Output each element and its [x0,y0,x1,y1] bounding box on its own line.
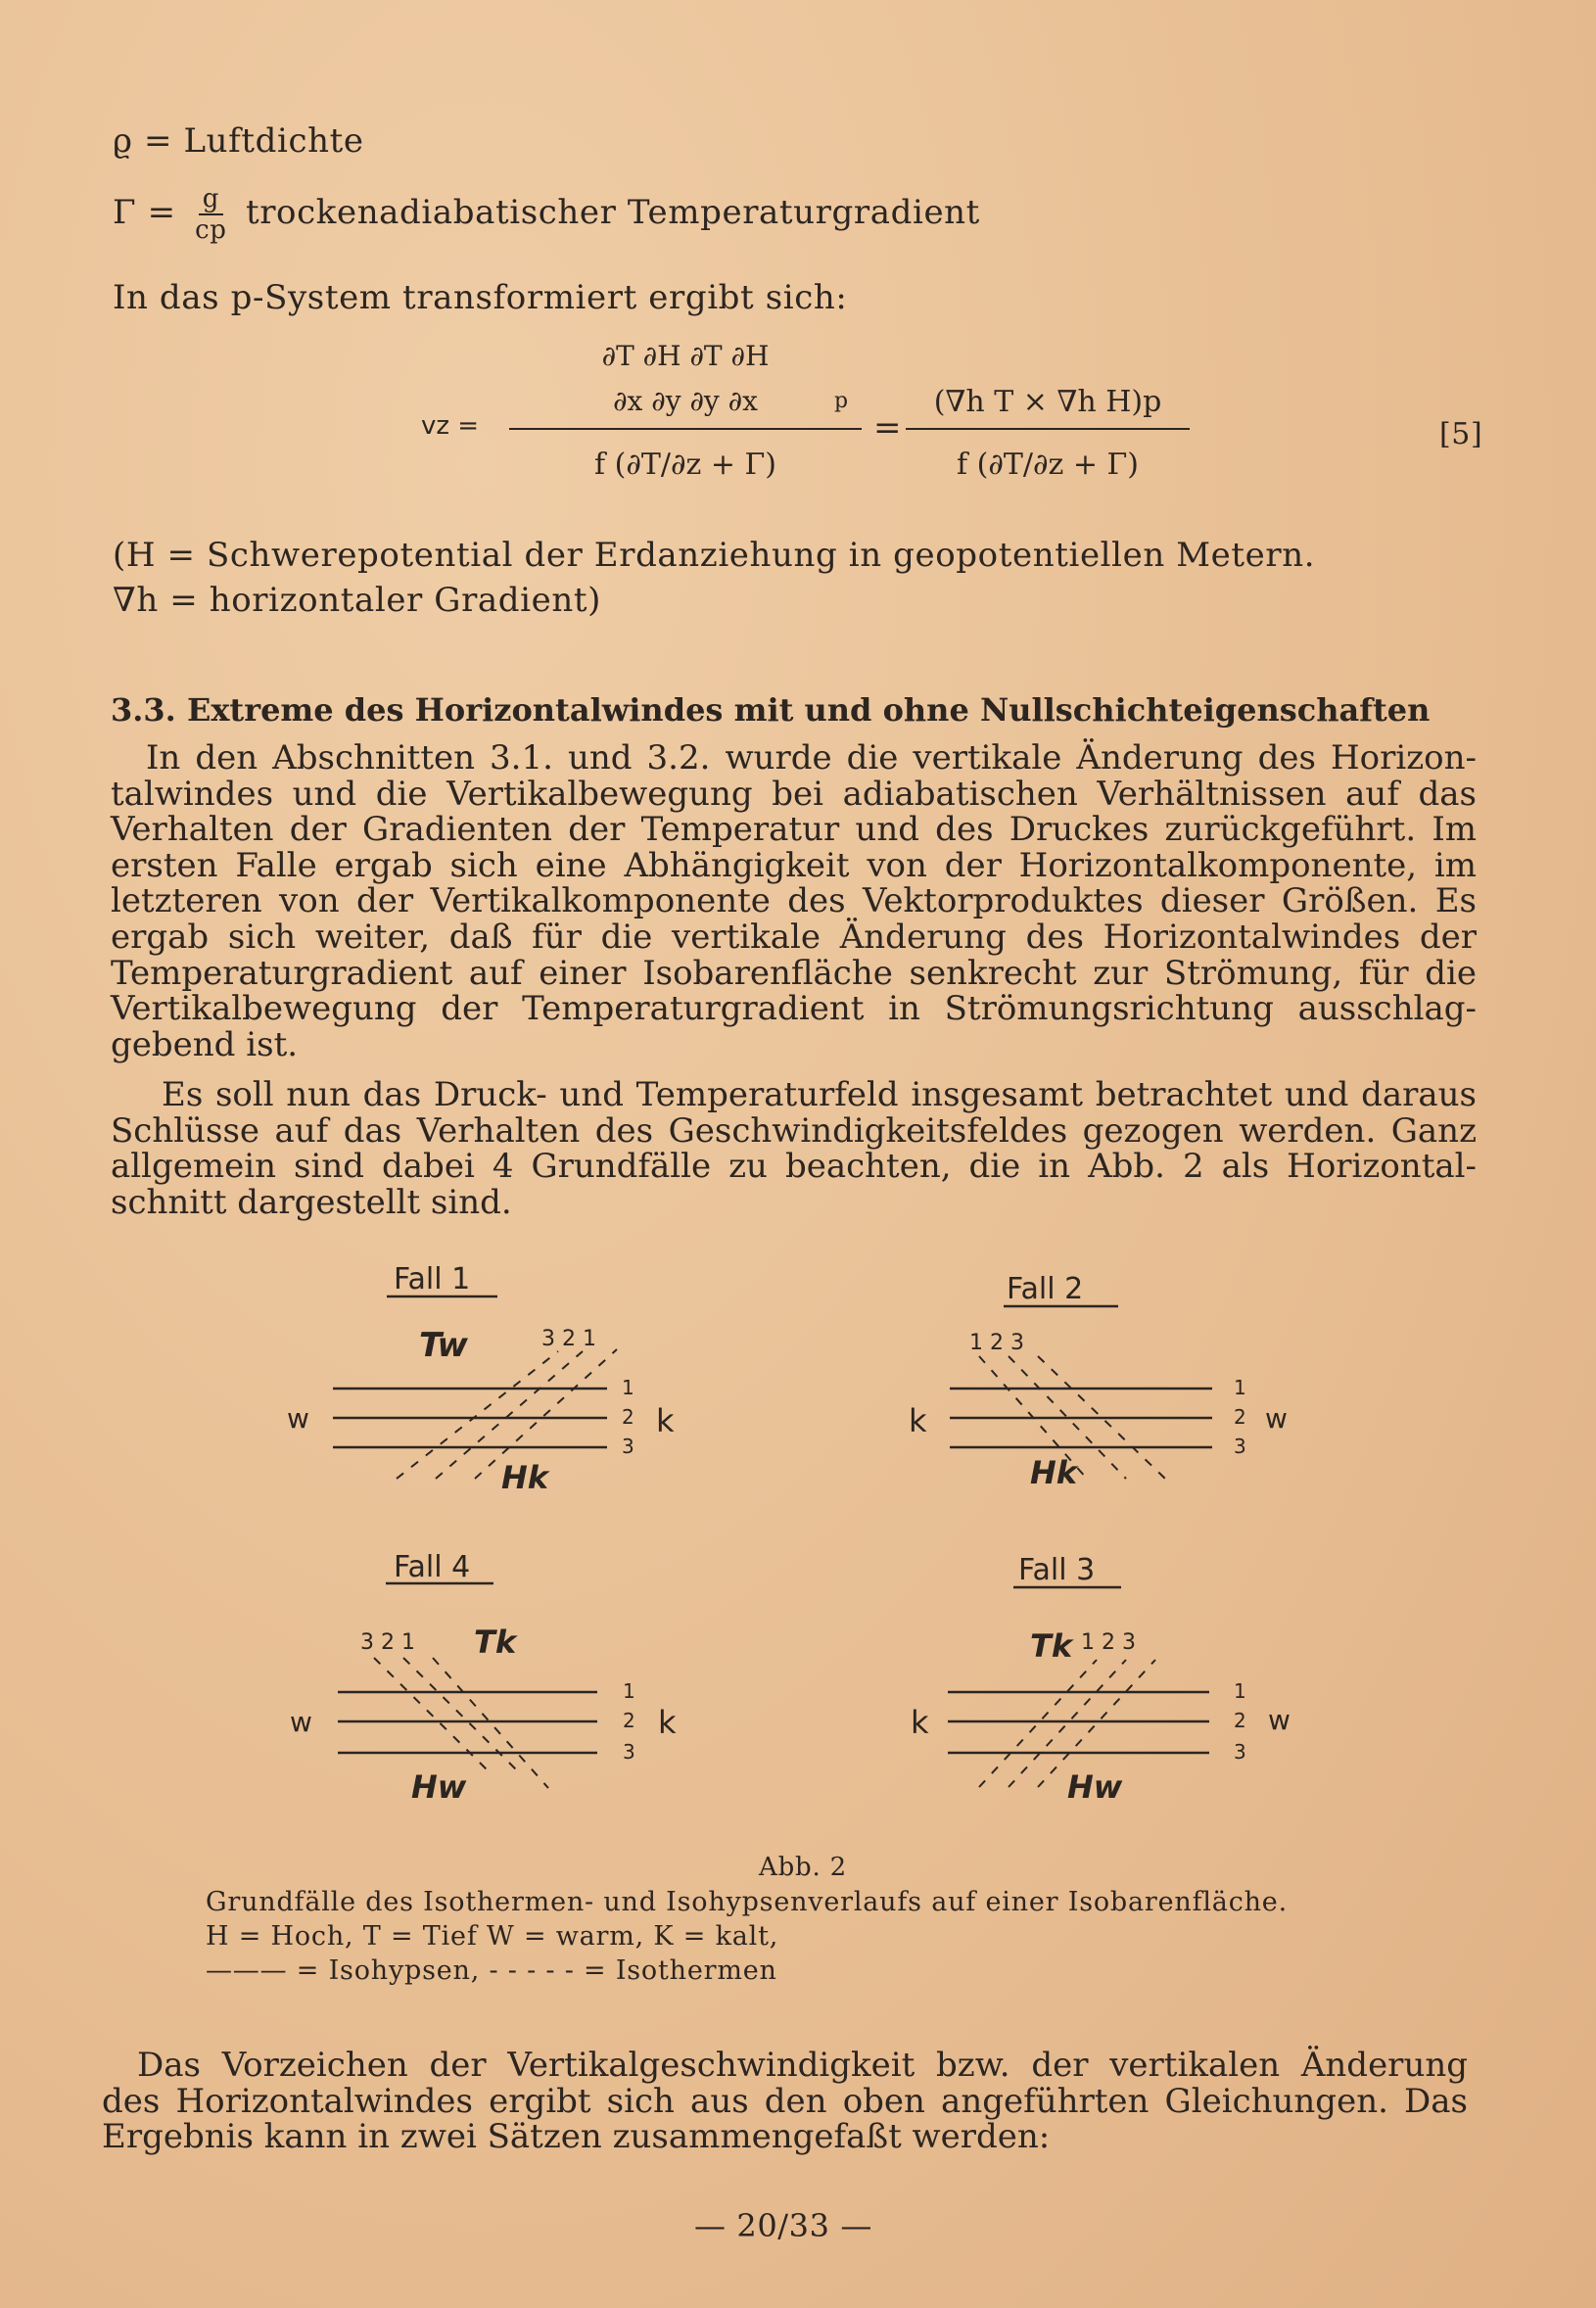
fall-1-title: Fall 1 [394,1262,471,1296]
fall-3-right-label: w [1268,1704,1291,1736]
equation-denominator-1: f (∂T/∂z + Γ) [593,447,777,482]
figure-caption-title: Abb. 2 [759,1853,847,1882]
fall-4-left-label: w [290,1706,312,1738]
note-line-2: ∇h = horizontaler Gradient) [113,581,601,620]
fall-4-line-number-2: 2 [623,1709,635,1732]
figure-caption-line-1: Grundfälle des Isothermen- und Isohypsenverlaufs auf einer Isobarenfläche. [206,1887,1288,1917]
fall-2-left-label: k [909,1402,927,1439]
fall-3-h-label: Hw [1067,1768,1123,1806]
fall-3-t-label: Tk [1030,1627,1073,1665]
fall-4-isotherm-2 [403,1658,519,1772]
gamma-lhs: Γ = [113,193,176,232]
fall-1-left-label: w [287,1402,309,1435]
fall-2-h-label: Hk [1030,1454,1078,1491]
fall-4-isotherm-3 [374,1658,490,1772]
gamma-denominator: cp [195,215,227,245]
paragraph-1-line: Temperaturgradient auf einer Isobarenfläche senkrecht zur Strömung, für die [111,953,1477,993]
fall-1-line-number-2: 2 [622,1405,634,1429]
closing-paragraph-line: Das Vorzeichen der Vertikalgeschwindigkeit bzw. der vertikalen Änderung [137,2046,1468,2085]
equation-number: [5] [1439,417,1483,451]
gamma-text: trockenadiabatischer Temperaturgradient [245,193,980,232]
note-line-1: (H = Schwerepotential der Erdanziehung in geopotentiellen Metern. [113,536,1316,575]
fall-4-t-label: Tk [474,1624,517,1661]
paragraph-1-line: gebend ist. [111,1024,299,1064]
fall-1-h-label: Hk [501,1459,549,1496]
fall-1-line-number-1: 1 [622,1376,634,1399]
paragraph-1-line: Vertikalbewegung der Temperaturgradient in Strömungsrichtung ausschlag- [111,989,1477,1029]
paragraph-1-line: In den Abschnitten 3.1. und 3.2. wurde die vertikale Änderung des Horizon- [146,738,1477,777]
fall-4-line-number-1: 1 [623,1679,635,1703]
fall-3-line-number-2: 2 [1234,1709,1246,1732]
section-heading: 3.3. Extreme des Horizontalwindes mit und ohne Nullschichteigenschaften [111,691,1431,729]
fall-4-top-numbers: 3 2 1 [360,1630,415,1655]
equation-numerator-1-bottom: ∂x ∂y ∂y ∂x [613,385,758,417]
paragraph-1-line: letzteren von der Vertikalkomponente des Vektorproduktes dieser Größen. Es [111,881,1477,921]
figure-caption-line-3: ——— = Isohypsen, - - - - - = Isothermen [206,1955,777,1986]
closing-paragraph-line: des Horizontalwindes ergibt sich aus den oben angeführten Gleichungen. Das [102,2081,1468,2121]
paragraph-2-line: schnitt dargestellt sind. [111,1182,512,1222]
paragraph-2-line: Es soll nun das Druck- und Temperaturfeld insgesamt betrachtet und daraus [162,1075,1477,1114]
page-number: — 20/33 — [694,2207,872,2244]
fall-2-line-number-2: 2 [1234,1405,1246,1429]
transform-intro: In das p-System transformiert ergibt sich: [113,278,848,317]
paragraph-1-line: talwindes und die Vertikalbewegung bei adiabatischen Verhältnissen auf das [111,774,1477,814]
fall-4-line-number-3: 3 [623,1740,635,1764]
fall-2-title: Fall 2 [1007,1272,1084,1306]
equation-equals: = [873,408,902,447]
fall-4-right-label: k [658,1704,677,1741]
fall-1-line-number-3: 3 [622,1435,634,1458]
paragraph-1-line: ergab sich weiter, daß für die vertikale Änderung des Horizontalwindes der [111,917,1477,957]
definition-rho: ϱ = Luftdichte [113,121,364,161]
fall-1-right-label: k [656,1402,675,1439]
equation-denominator-2: f (∂T/∂z + Γ) [956,447,1140,482]
equation-numerator-1-sub: p [834,389,849,413]
fall-2-line-number-3: 3 [1234,1435,1246,1458]
fall-1-top-numbers: 3 2 1 [541,1327,596,1351]
equation-numerator-2: (∇h T × ∇h H)p [933,385,1162,419]
equation-numerator-1-top: ∂T ∂H ∂T ∂H [601,340,770,372]
closing-paragraph-line: Ergebnis kann in zwei Sätzen zusammengefaßt werden: [102,2117,1051,2157]
gamma-numerator: g [199,184,223,215]
paragraph-1-line: ersten Falle ergab sich eine Abhängigkeit von der Horizontalkomponente, im [111,845,1477,885]
closing-paragraph [102,2048,1468,2155]
paragraph-2-line: Schlüsse auf das Verhalten des Geschwindigkeitsfeldes gezogen werden. Ganz [111,1110,1477,1151]
fall-2-line-number-1: 1 [1234,1376,1246,1399]
paragraph-1-line: Verhalten der Gradienten der Temperatur und des Druckes zurückgeführt. Im [111,810,1477,850]
figure-caption-line-2: H = Hoch, T = Tief W = warm, K = kalt, [206,1921,779,1952]
paragraph-2-line: allgemein sind dabei 4 Grundfälle zu beachten, die in Abb. 2 als Horizontal- [111,1147,1477,1187]
fall-2-top-numbers: 1 2 3 [969,1331,1024,1355]
fall-3-line-number-1: 1 [1234,1679,1246,1703]
fall-4-title: Fall 4 [394,1550,471,1584]
fall-3-title: Fall 3 [1018,1553,1096,1587]
fall-2-right-label: w [1265,1402,1288,1435]
fall-4-h-label: Hw [411,1768,467,1806]
fall-3-left-label: k [911,1704,929,1741]
fall-3-line-number-3: 3 [1234,1740,1246,1764]
fall-1-t-label: Tw [419,1326,468,1365]
equation-lhs: vz = [421,411,480,441]
fall-3-top-numbers: 1 2 3 [1081,1630,1136,1655]
